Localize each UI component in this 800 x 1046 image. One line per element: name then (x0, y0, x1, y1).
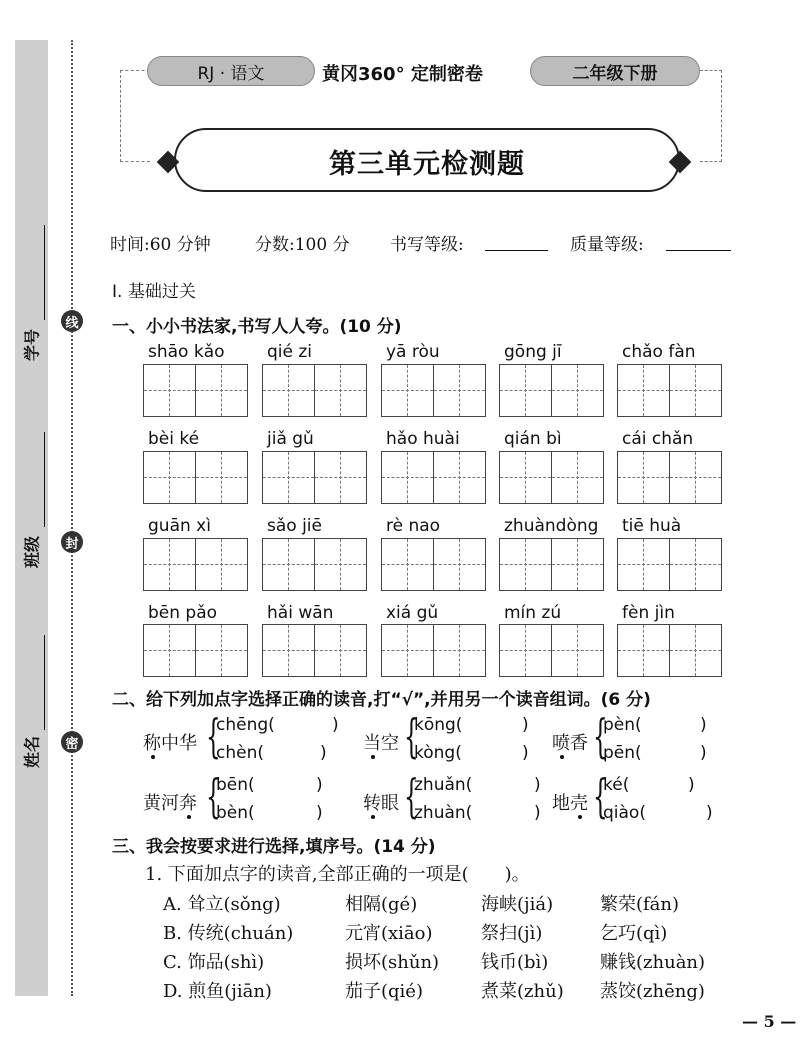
brace-icon: { (593, 709, 608, 763)
q3-option: 损坏(shǔn) (345, 952, 440, 973)
pinyin-label: gōng jī (504, 342, 562, 362)
writing-cell[interactable] (143, 451, 196, 504)
name-label: 姓名 (22, 735, 42, 769)
q3-option[interactable]: D. 煎鱼(jiān) (163, 981, 272, 1002)
q3-option: 乞巧(qì) (600, 923, 668, 944)
q2-option[interactable]: pèn( (603, 715, 642, 735)
pinyin-label: hǎi wān (267, 603, 334, 623)
score-info: 分数:100 分 (255, 235, 350, 255)
q2-option[interactable]: qiào( (603, 803, 646, 823)
class-blank (44, 432, 45, 527)
writing-cell[interactable] (669, 364, 722, 417)
pinyin-label: shāo kǎo (148, 342, 225, 362)
q3-option: 赚钱(zhuàn) (600, 952, 706, 973)
writing-cell[interactable] (669, 624, 722, 677)
subject-pill: RJ · 语文 (147, 56, 315, 86)
q2-option[interactable]: bèn( (216, 803, 255, 823)
seal-seal-mark: 封 (61, 531, 83, 553)
writing-cell[interactable] (262, 538, 315, 591)
writing-cell[interactable] (669, 538, 722, 591)
pinyin-label: qián bì (504, 429, 562, 449)
student-no-label: 学号 (22, 328, 42, 362)
q2-option-close: ) (316, 803, 323, 823)
seal-line-mark: 线 (61, 310, 83, 332)
pinyin-label: sǎo jiē (267, 516, 322, 536)
q3-option: 钱币(bì) (481, 952, 549, 973)
writing-cell[interactable] (314, 364, 367, 417)
name-blank (44, 635, 45, 730)
emphasis-dot (560, 755, 564, 759)
q2-option-close: ) (522, 743, 529, 763)
brace-icon: { (593, 769, 608, 823)
brace-icon: { (206, 709, 221, 763)
part-heading: Ⅰ. 基础过关 (112, 282, 196, 302)
writing-cell[interactable] (551, 624, 604, 677)
writing-cell[interactable] (195, 538, 248, 591)
brace-icon: { (404, 769, 419, 823)
brace-icon: { (404, 709, 419, 763)
writing-cell[interactable] (669, 451, 722, 504)
q3-option: 祭扫(jì) (481, 923, 543, 944)
writing-cell[interactable] (262, 364, 315, 417)
q2-option[interactable]: pēn( (603, 743, 642, 763)
writing-cell[interactable] (433, 451, 486, 504)
q1-heading: 一、小小书法家,书写人人夸。(10 分) (112, 317, 402, 337)
writing-cell[interactable] (262, 451, 315, 504)
pinyin-label: rè nao (386, 516, 441, 536)
writing-cell[interactable] (143, 624, 196, 677)
emphasis-dot (578, 815, 582, 819)
pinyin-label: hǎo huài (386, 429, 460, 449)
q2-option[interactable]: bēn( (216, 775, 255, 795)
page-title: 第三单元检测题 (329, 149, 525, 180)
header-bracket-right (700, 70, 722, 162)
pinyin-label: cái chǎn (622, 429, 694, 449)
q3-option: 相隔(gé) (345, 894, 418, 915)
writing-cell[interactable] (195, 364, 248, 417)
grade-pill: 二年级下册 (530, 56, 700, 86)
writing-cell[interactable] (381, 538, 434, 591)
time-info: 时间:60 分钟 (110, 235, 211, 255)
quality-grade-blank[interactable] (666, 250, 731, 251)
pinyin-label: bēn pǎo (148, 603, 218, 623)
student-no-blank (44, 225, 45, 320)
emphasis-dot (371, 815, 375, 819)
q2-option-close: ) (316, 775, 323, 795)
writing-cell[interactable] (499, 538, 552, 591)
writing-cell[interactable] (314, 451, 367, 504)
pinyin-label: qié zi (267, 342, 313, 362)
q2-option[interactable]: chēng( (216, 715, 275, 735)
q2-word: 称中华 (143, 733, 197, 754)
writing-cell[interactable] (433, 364, 486, 417)
q2-heading: 二、给下列加点字选择正确的读音,打“√”,并用另一个读音组词。(6 分) (112, 690, 651, 710)
writing-cell[interactable] (262, 624, 315, 677)
q2-option-close: ) (320, 743, 327, 763)
writing-cell[interactable] (617, 624, 670, 677)
page-number: — 5 — (742, 1012, 797, 1031)
writing-grade-label: 书写等级: (390, 235, 464, 255)
pinyin-label: guān xì (148, 516, 211, 536)
writing-cell[interactable] (551, 451, 604, 504)
class-label: 班级 (22, 535, 42, 569)
q3-option: 元宵(xiāo) (345, 923, 433, 944)
pinyin-label: xiá gǔ (386, 603, 439, 623)
cut-line (71, 40, 73, 996)
q2-option[interactable]: ké( (603, 775, 630, 795)
q2-option-close: ) (534, 803, 541, 823)
q2-option-close: ) (688, 775, 695, 795)
q2-option-close: ) (700, 743, 707, 763)
q2-option[interactable]: zhuàn( (414, 803, 473, 823)
pinyin-label: jiǎ gǔ (267, 429, 314, 449)
writing-cell[interactable] (195, 451, 248, 504)
q2-option-close: ) (534, 775, 541, 795)
writing-cell[interactable] (617, 364, 670, 417)
pinyin-label: fèn jìn (622, 603, 675, 623)
header-bracket-left (120, 70, 150, 162)
writing-cell[interactable] (551, 538, 604, 591)
q3-option[interactable]: B. 传统(chuán) (163, 923, 294, 944)
q3-question: 1. 下面加点字的读音,全部正确的一项是( )。 (145, 864, 530, 885)
emphasis-dot (187, 815, 191, 819)
series-title: 黄冈360° 定制密卷 (322, 64, 483, 85)
q2-option[interactable]: kòng( (414, 743, 462, 763)
q2-option-close: ) (706, 803, 713, 823)
writing-cell[interactable] (314, 624, 367, 677)
writing-cell[interactable] (617, 538, 670, 591)
writing-cell[interactable] (551, 364, 604, 417)
q3-option[interactable]: C. 饰品(shì) (163, 952, 265, 973)
writing-cell[interactable] (499, 624, 552, 677)
emphasis-dot (371, 755, 375, 759)
q2-word: 黄河奔 (143, 793, 197, 814)
writing-cell[interactable] (195, 624, 248, 677)
q2-option[interactable]: chèn( (216, 743, 264, 763)
writing-cell[interactable] (314, 538, 367, 591)
q2-option-close: ) (522, 715, 529, 735)
q3-option: 繁荣(fán) (600, 894, 680, 915)
writing-cell[interactable] (381, 624, 434, 677)
pinyin-label: mín zú (504, 603, 562, 623)
q2-word: 当空 (363, 733, 399, 754)
q2-option-close: ) (332, 715, 339, 735)
writing-cell[interactable] (433, 624, 486, 677)
pinyin-label: tiē huà (622, 516, 682, 536)
pinyin-label: zhuàndòng (504, 516, 599, 536)
q2-option-close: ) (700, 715, 707, 735)
writing-cell[interactable] (433, 538, 486, 591)
quality-grade-label: 质量等级: (570, 235, 644, 255)
writing-cell[interactable] (381, 451, 434, 504)
q2-word: 喷香 (552, 733, 588, 754)
seal-secret-mark: 密 (61, 731, 83, 753)
q3-option: 煮菜(zhǔ) (481, 981, 564, 1002)
q3-option: 蒸饺(zhēng) (600, 981, 705, 1002)
q2-option[interactable]: zhuǎn( (414, 775, 473, 795)
writing-cell[interactable] (143, 538, 196, 591)
emphasis-dot (151, 755, 155, 759)
q2-word: 转眼 (363, 793, 399, 814)
pinyin-label: yā ròu (386, 342, 440, 362)
q2-option[interactable]: kōng( (414, 715, 463, 735)
brace-icon: { (206, 769, 221, 823)
q3-option: 茄子(qié) (345, 981, 423, 1002)
writing-cell[interactable] (499, 364, 552, 417)
writing-cell[interactable] (617, 451, 670, 504)
pinyin-label: chǎo fàn (622, 342, 696, 362)
q2-word: 地壳 (552, 793, 588, 814)
pinyin-label: bèi ké (148, 429, 200, 449)
writing-cell[interactable] (381, 364, 434, 417)
q3-option: 海峡(jiá) (481, 894, 554, 915)
q3-heading: 三、我会按要求进行选择,填序号。(14 分) (112, 837, 436, 857)
writing-cell[interactable] (143, 364, 196, 417)
writing-cell[interactable] (499, 451, 552, 504)
writing-grade-blank[interactable] (485, 250, 548, 251)
q3-option[interactable]: A. 耸立(sǒng) (163, 894, 281, 915)
